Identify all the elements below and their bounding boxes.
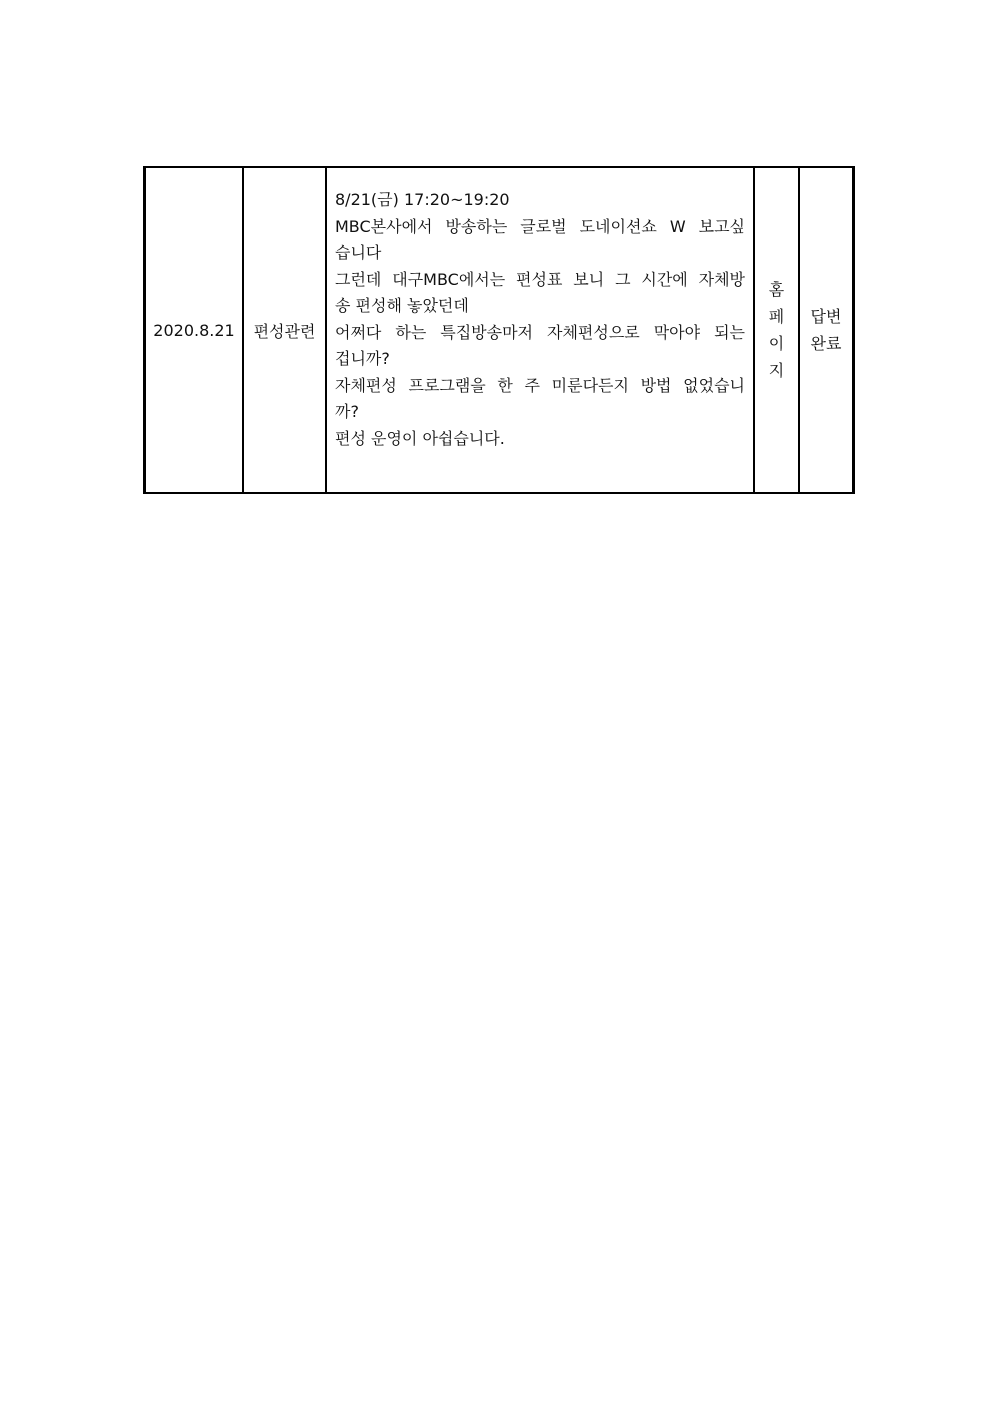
date-cell — [145, 167, 244, 493]
category-text: 편성관련 — [253, 321, 316, 341]
content-line: 겁니까? — [335, 349, 390, 368]
status-line: 완료 — [810, 334, 842, 353]
content-line: 송 편성해 놓았던데 — [335, 296, 469, 315]
content-line: 그런데 대구MBC에서는 편성표 보니 그 시간에 자체방 — [335, 269, 745, 289]
content-line: 편성 운영이 아쉽습니다. — [335, 428, 505, 448]
content-line: MBC본사에서 방송하는 글로벌 도네이션쇼 W 보고싶 — [335, 216, 745, 236]
channel-char: 지 — [768, 361, 785, 380]
content-line: 자체편성 프로그램을 한 주 미룬다든지 방법 없었습니 — [335, 375, 745, 395]
content-line: 습니다 — [335, 243, 382, 262]
status-text — [811, 303, 842, 357]
content-cell — [326, 167, 754, 493]
inquiry-table — [143, 166, 855, 494]
channel-char: 이 — [768, 334, 785, 353]
status-line: 답변 — [810, 307, 842, 326]
channel-cell — [754, 167, 799, 493]
channel-char: 홈 — [768, 280, 785, 299]
content-line: 까? — [335, 402, 359, 421]
channel-text — [769, 276, 784, 384]
status-cell — [799, 167, 854, 493]
content-line: 어쩌다 하는 특집방송마저 자체편성으로 막아야 되는 — [335, 322, 745, 342]
content-text — [327, 168, 753, 452]
channel-char: 페 — [768, 307, 785, 326]
category-cell — [243, 167, 326, 493]
content-line: 8/21(금) 17:20~19:20 — [335, 190, 510, 209]
table-row — [145, 167, 854, 493]
date-text: 2020.8.21 — [153, 320, 235, 340]
